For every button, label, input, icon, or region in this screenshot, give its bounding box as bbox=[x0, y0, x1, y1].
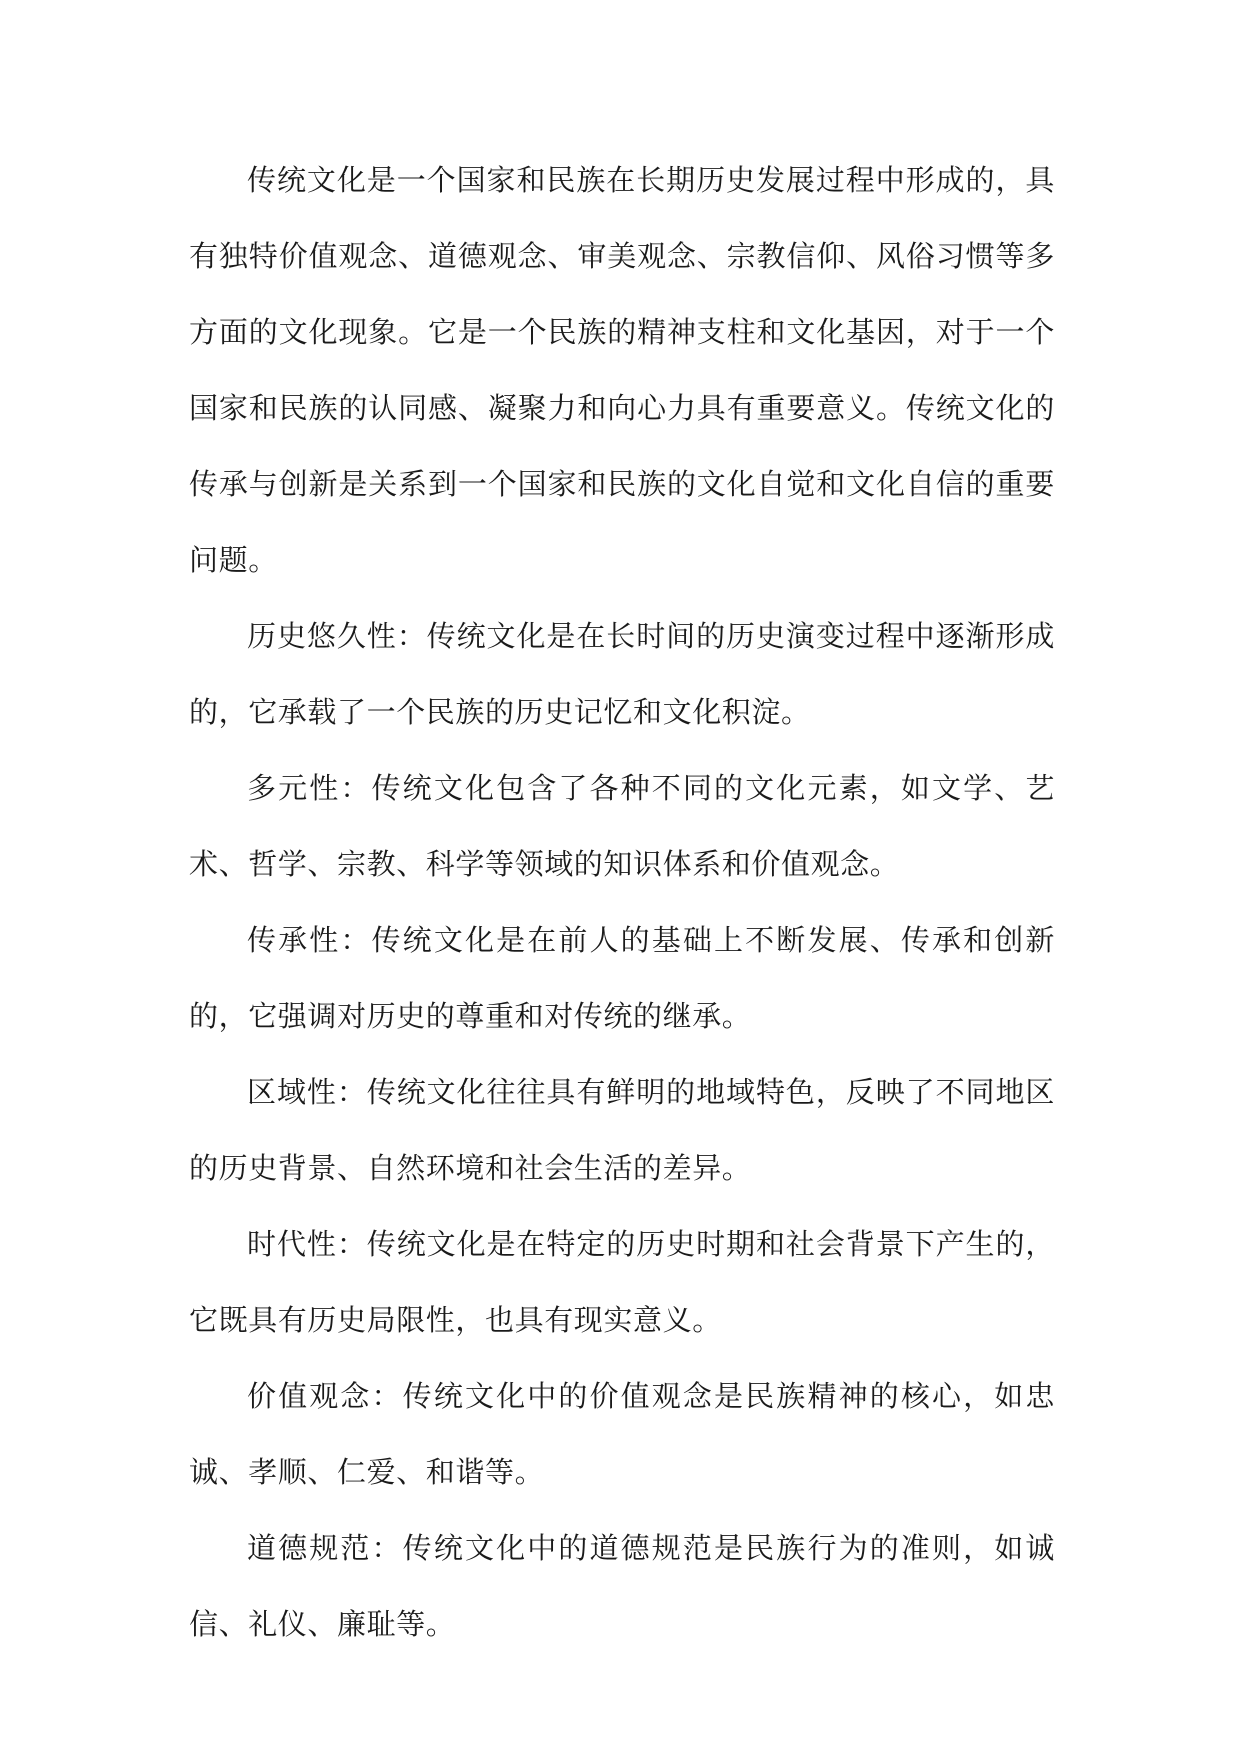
paragraph-history: 历史悠久性：传统文化是在长时间的历史演变过程中逐渐形成的，它承载了一个民族的历史记忆和文化积淀。 bbox=[189, 619, 1055, 729]
paragraph-inheritance: 传承性：传统文化是在前人的基础上不断发展、传承和创新的，它强调对历史的尊重和对传统的继承。 bbox=[189, 923, 1055, 1033]
paragraph-intro: 传统文化是一个国家和民族在长期历史发展过程中形成的，具有独特价值观念、道德观念、审美观念、宗教信仰、风俗习惯等多方面的文化现象。它是一个民族的精神支柱和文化基因，对于一个国家和民族的认同感、凝聚力和向心力具有重要意义。传统文化的传承与创新是关系到一个国家和民族的文化自觉和文化自信的重要问题。 bbox=[189, 163, 1055, 577]
paragraph-regional: 区域性：传统文化往往具有鲜明的地域特色，反映了不同地区的历史背景、自然环境和社会生活的差异。 bbox=[189, 1075, 1055, 1185]
document-body bbox=[189, 142, 1055, 1662]
paragraph-morals: 道德规范：传统文化中的道德规范是民族行为的准则，如诚信、礼仪、廉耻等。 bbox=[189, 1531, 1055, 1641]
paragraph-values: 价值观念：传统文化中的价值观念是民族精神的核心，如忠诚、孝顺、仁爱、和谐等。 bbox=[189, 1379, 1055, 1489]
paragraph-era: 时代性：传统文化是在特定的历史时期和社会背景下产生的，它既具有历史局限性，也具有现实意义。 bbox=[189, 1227, 1055, 1337]
paragraph-diversity: 多元性：传统文化包含了各种不同的文化元素，如文学、艺术、哲学、宗教、科学等领域的知识体系和价值观念。 bbox=[189, 771, 1055, 881]
